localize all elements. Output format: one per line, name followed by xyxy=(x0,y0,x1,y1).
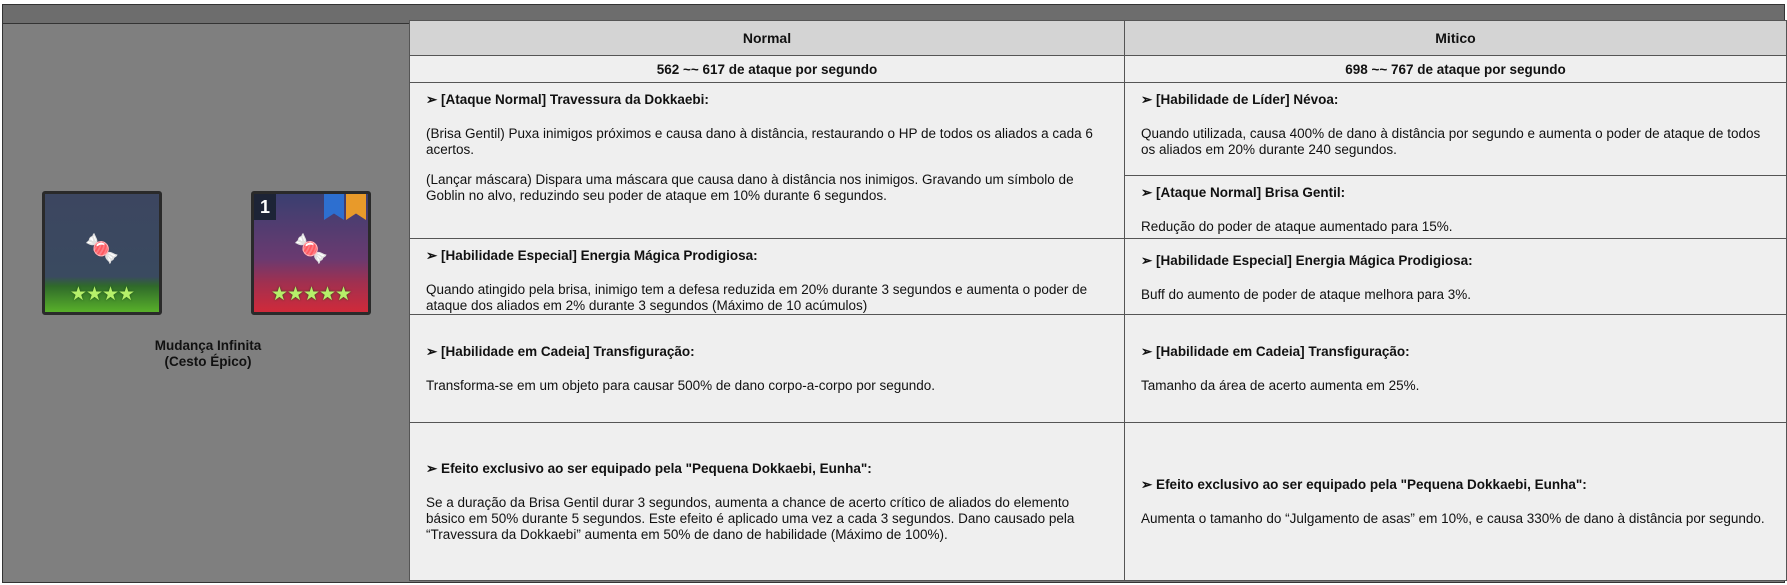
item-card-4star[interactable] xyxy=(42,191,162,315)
skill-title: ➢ [Habilidade Especial] Energia Mágica Prodigiosa: xyxy=(1141,253,1473,268)
skill-title: ➢ [Ataque Normal] Brisa Gentil: xyxy=(1141,184,1346,200)
level-badge: 1 xyxy=(254,194,276,220)
normal-exclusive-effect xyxy=(410,423,1125,581)
normal-special-skill xyxy=(410,239,1125,315)
candy-lure-blue-icon: 🍬 xyxy=(293,233,329,264)
mitico-special-skill xyxy=(1125,239,1787,315)
skill-text: Buff do aumento de poder de ataque melhora para 3%. xyxy=(1141,287,1471,302)
skill-title: ➢ Efeito exclusivo ao ser equipado pela "Pequena Dokkaebi, Eunha": xyxy=(1141,476,1587,492)
mitico-basic-attack xyxy=(1125,175,1787,238)
skill-title: ➢ [Habilidade em Cadeia] Transfiguração: xyxy=(426,343,695,359)
skill-text: Redução do poder de ataque aumentado para 15%. xyxy=(1141,218,1453,234)
mitico-chain-skill xyxy=(1125,315,1787,423)
dps-mitico: 698 ~~ 767 de ataque por segundo xyxy=(1125,56,1787,83)
skill-text: Aumenta o tamanho do “Julgamento de asas” em 10%, e causa 330% de dano à distância por segundo. xyxy=(1141,510,1765,526)
skill-title: ➢ [Habilidade Especial] Energia Mágica Prodigiosa: xyxy=(426,248,758,263)
skill-title: ➢ [Habilidade de Líder] Névoa: xyxy=(1141,92,1339,107)
skill-text: (Brisa Gentil) Puxa inimigos próximos e causa dano à distância, restaurando o HP de todos os aliados a cada 6 acertos. xyxy=(426,126,1093,157)
item-name-line2: (Cesto Épico) xyxy=(164,354,252,369)
skill-text: Quando atingido pela brisa, inimigo tem a defesa reduzida em 20% durante 3 segundos e aumenta o poder de ataque dos aliados em 2% durante 3 segundos (Máximo de 10 acúmulos) xyxy=(426,282,1088,313)
rank-badge-icon xyxy=(346,194,366,220)
item-name xyxy=(118,338,298,370)
star-rating: ★★★★★ xyxy=(270,284,352,305)
header-normal: Normal xyxy=(410,21,1125,56)
star-rating: ★★★★ xyxy=(69,284,135,305)
item-name-line1: Mudança Infinita xyxy=(154,338,262,353)
mitico-exclusive-effect xyxy=(1125,423,1787,581)
skill-text: Quando utilizada, causa 400% de dano à distância por segundo e aumenta o poder de ataque de todos os aliados em 20% durante 240 segundos. xyxy=(1141,126,1761,157)
skill-title: ➢ Efeito exclusivo ao ser equipado pela "Pequena Dokkaebi, Eunha": xyxy=(426,460,872,476)
book-badge-icon xyxy=(324,194,344,220)
skill-title: ➢ [Ataque Normal] Travessura da Dokkaebi: xyxy=(426,92,709,107)
candy-lure-icon: 🍬 xyxy=(84,233,120,264)
stats-table xyxy=(409,20,1787,581)
skill-text: Se a duração da Brisa Gentil durar 3 segundos, aumenta a chance de acerto crítico de aliados do elemento básico em 50% durante 5 segundos. Este efeito é aplicado uma vez a cada 3 segundos. Dano causado pela “Travessura da Dokkaebi” aumenta em 50% de dano de habilidade (Máximo de 100%). xyxy=(426,494,1075,542)
dps-normal: 562 ~~ 617 de ataque por segundo xyxy=(410,56,1125,83)
skill-text: (Lançar máscara) Dispara uma máscara que causa dano à distância nos inimigos. Gravando um símbolo de Goblin no alvo, reduzindo seu poder de ataque em 10% durante 6 segundos. xyxy=(426,172,1074,203)
normal-basic-attack xyxy=(410,83,1125,239)
mitico-leader-skill xyxy=(1125,83,1787,176)
item-card-5star[interactable] xyxy=(251,191,371,315)
header-mitico: Mitico xyxy=(1125,21,1787,56)
skill-text: Transforma-se em um objeto para causar 500% de dano corpo-a-corpo por segundo. xyxy=(426,377,936,393)
skill-title: ➢ [Habilidade em Cadeia] Transfiguração: xyxy=(1141,343,1410,359)
item-panel xyxy=(3,24,409,582)
normal-chain-skill xyxy=(410,315,1125,423)
page-frame xyxy=(2,4,1785,583)
skill-text: Tamanho da área de acerto aumenta em 25%. xyxy=(1141,377,1420,393)
